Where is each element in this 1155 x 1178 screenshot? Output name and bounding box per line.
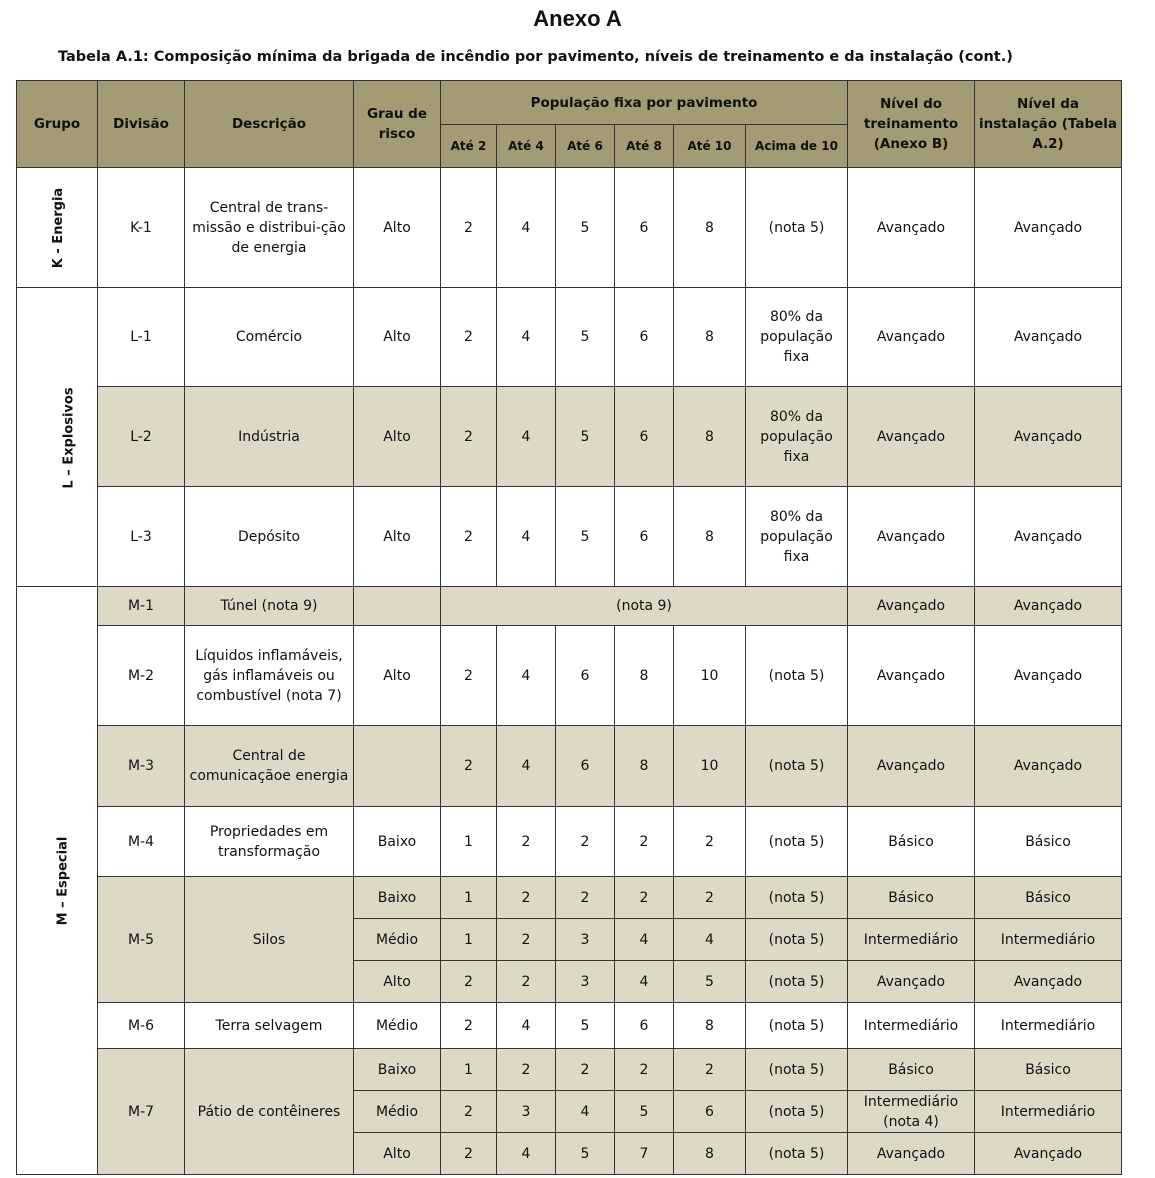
value-cell: 7: [615, 1133, 674, 1175]
division-cell: M-3: [98, 726, 185, 807]
value-cell: 4: [615, 961, 674, 1003]
value-cell: 2: [441, 1091, 497, 1133]
value-cell: 2: [615, 807, 674, 877]
group-m-cell: [17, 587, 98, 1175]
installation-cell: Básico: [975, 877, 1122, 919]
training-cell: Avançado: [848, 626, 975, 726]
training-cell: Básico: [848, 1049, 975, 1091]
value-cell: 4: [556, 1091, 615, 1133]
installation-cell: Avançado: [975, 387, 1122, 487]
group-label: K - Energia: [51, 187, 67, 269]
value-cell: 5: [556, 168, 615, 288]
value-cell: 2: [556, 807, 615, 877]
value-cell: 8: [674, 1133, 746, 1175]
value-cell: 6: [615, 288, 674, 387]
value-cell: 5: [556, 1003, 615, 1049]
value-cell: 4: [497, 1133, 556, 1175]
group-l-cell: [17, 288, 98, 587]
description-cell: Terra selvagem: [185, 1003, 354, 1049]
training-cell: Avançado: [848, 1133, 975, 1175]
description-cell: Líquidos inflamáveis, gás inflamáveis ou combustível (nota 7): [185, 626, 354, 726]
value-cell: 8: [615, 626, 674, 726]
value-cell: (nota 5): [746, 807, 848, 877]
value-cell: 4: [497, 726, 556, 807]
division-cell: K-1: [98, 168, 185, 288]
installation-cell: Avançado: [975, 168, 1122, 288]
training-cell: Avançado: [848, 288, 975, 387]
description-cell: Propriedades em transformação: [185, 807, 354, 877]
risk-cell: Médio: [354, 1003, 441, 1049]
table-row: [17, 387, 1122, 487]
value-cell: (nota 5): [746, 1003, 848, 1049]
division-cell: M-6: [98, 1003, 185, 1049]
value-cell: 1: [441, 877, 497, 919]
value-cell: 6: [615, 168, 674, 288]
value-cell: 4: [497, 487, 556, 587]
value-cell: (nota 5): [746, 726, 848, 807]
training-cell: Avançado: [848, 587, 975, 626]
value-cell: 1: [441, 1049, 497, 1091]
division-cell: M-2: [98, 626, 185, 726]
value-cell: 3: [556, 961, 615, 1003]
table-row: [17, 168, 1122, 288]
value-cell: 8: [674, 1003, 746, 1049]
installation-cell: Básico: [975, 1049, 1122, 1091]
division-cell: M-7: [98, 1049, 185, 1175]
training-cell: Intermediário: [848, 1003, 975, 1049]
header-ate4: Até 4: [497, 125, 556, 168]
value-cell: 3: [497, 1091, 556, 1133]
risk-cell: Baixo: [354, 877, 441, 919]
training-cell: Avançado: [848, 387, 975, 487]
training-cell: Básico: [848, 807, 975, 877]
header-populacao: População fixa por pavimento: [441, 81, 848, 125]
value-cell: 6: [615, 387, 674, 487]
value-cell: 2: [441, 387, 497, 487]
value-cell: 8: [674, 487, 746, 587]
division-cell: L-1: [98, 288, 185, 387]
value-cell: (nota 5): [746, 168, 848, 288]
division-cell: M-4: [98, 807, 185, 877]
brigade-table: [16, 80, 1122, 1175]
group-label: L – Explosivos: [61, 386, 77, 489]
description-cell: Comércio: [185, 288, 354, 387]
value-cell: 2: [497, 1049, 556, 1091]
value-cell: 4: [674, 919, 746, 961]
value-cell: 2: [497, 961, 556, 1003]
value-cell: 80% da população fixa: [746, 387, 848, 487]
installation-cell: Intermediário: [975, 919, 1122, 961]
header-ate10: Até 10: [674, 125, 746, 168]
value-cell: 2: [674, 807, 746, 877]
table-row: [17, 807, 1122, 877]
value-cell: (nota 5): [746, 877, 848, 919]
risk-cell: Alto: [354, 487, 441, 587]
value-cell: (nota 5): [746, 1133, 848, 1175]
installation-cell: Avançado: [975, 961, 1122, 1003]
risk-cell: [354, 587, 441, 626]
value-cell: 2: [556, 1049, 615, 1091]
value-cell: (nota 5): [746, 1049, 848, 1091]
value-cell: 2: [556, 877, 615, 919]
description-cell: Silos: [185, 877, 354, 1003]
training-cell: Básico: [848, 877, 975, 919]
value-cell: 1: [441, 919, 497, 961]
page-title: Anexo A: [533, 6, 622, 31]
table-row: [17, 726, 1122, 807]
installation-cell: Avançado: [975, 626, 1122, 726]
description-cell: Indústria: [185, 387, 354, 487]
value-cell: 6: [674, 1091, 746, 1133]
value-cell: 2: [441, 168, 497, 288]
risk-cell: Alto: [354, 961, 441, 1003]
installation-cell: Avançado: [975, 1133, 1122, 1175]
value-cell: 5: [615, 1091, 674, 1133]
division-cell: M-1: [98, 587, 185, 626]
risk-cell: Alto: [354, 168, 441, 288]
value-cell: 5: [556, 1133, 615, 1175]
value-cell: 2: [441, 626, 497, 726]
risk-cell: Médio: [354, 1091, 441, 1133]
division-cell: L-3: [98, 487, 185, 587]
value-cell: 80% da população fixa: [746, 288, 848, 387]
risk-cell: Alto: [354, 288, 441, 387]
risk-cell: Alto: [354, 626, 441, 726]
table-row: [17, 587, 1122, 626]
header-grau: Grau de risco: [354, 81, 441, 168]
value-cell: 2: [497, 877, 556, 919]
description-cell: Túnel (nota 9): [185, 587, 354, 626]
value-cell: 5: [556, 288, 615, 387]
value-cell: 2: [441, 487, 497, 587]
value-cell: 10: [674, 726, 746, 807]
training-cell: Avançado: [848, 961, 975, 1003]
description-cell: Central de comunicaçãoe energia: [185, 726, 354, 807]
description-cell: Depósito: [185, 487, 354, 587]
note-span-cell: (nota 9): [441, 587, 848, 626]
value-cell: 2: [615, 877, 674, 919]
value-cell: (nota 5): [746, 626, 848, 726]
installation-cell: Avançado: [975, 587, 1122, 626]
value-cell: 2: [441, 288, 497, 387]
value-cell: 4: [497, 168, 556, 288]
header-divisao: Divisão: [98, 81, 185, 168]
header-nivel-treinamento: Nível do treinamento (Anexo B): [848, 81, 975, 168]
header-descricao: Descrição: [185, 81, 354, 168]
division-cell: M-5: [98, 877, 185, 1003]
table-row: [17, 1003, 1122, 1049]
value-cell: 6: [556, 626, 615, 726]
installation-cell: Avançado: [975, 726, 1122, 807]
risk-cell: Baixo: [354, 1049, 441, 1091]
value-cell: 2: [674, 1049, 746, 1091]
training-cell: Avançado: [848, 168, 975, 288]
risk-cell: Baixo: [354, 807, 441, 877]
value-cell: 4: [497, 387, 556, 487]
installation-cell: Intermediário: [975, 1003, 1122, 1049]
value-cell: 2: [441, 726, 497, 807]
risk-cell: Médio: [354, 919, 441, 961]
value-cell: 8: [674, 288, 746, 387]
installation-cell: Avançado: [975, 288, 1122, 387]
header-ate8: Até 8: [615, 125, 674, 168]
training-cell: Intermediário (nota 4): [848, 1091, 975, 1133]
value-cell: 80% da população fixa: [746, 487, 848, 587]
header-ate6: Até 6: [556, 125, 615, 168]
value-cell: 2: [441, 961, 497, 1003]
description-cell: Pátio de contêineres: [185, 1049, 354, 1175]
value-cell: 5: [556, 387, 615, 487]
value-cell: 6: [615, 487, 674, 587]
value-cell: 2: [497, 807, 556, 877]
value-cell: 6: [615, 1003, 674, 1049]
header-nivel-instalacao: Nível da instalação (Tabela A.2): [975, 81, 1122, 168]
value-cell: 2: [674, 877, 746, 919]
value-cell: 5: [556, 487, 615, 587]
value-cell: (nota 5): [746, 1091, 848, 1133]
value-cell: 2: [615, 1049, 674, 1091]
description-cell: Central de trans-missão e distribui-ção de energia: [185, 168, 354, 288]
value-cell: 4: [615, 919, 674, 961]
division-cell: L-2: [98, 387, 185, 487]
value-cell: 6: [556, 726, 615, 807]
risk-cell: Alto: [354, 387, 441, 487]
installation-cell: Básico: [975, 807, 1122, 877]
table-caption: Tabela A.1: Composição mínima da brigada de incêndio por pavimento, níveis de treinamento e da instalação (cont.): [58, 49, 1013, 65]
risk-cell: [354, 726, 441, 807]
group-label: M – Especial: [55, 836, 71, 926]
training-cell: Avançado: [848, 726, 975, 807]
installation-cell: Intermediário: [975, 1091, 1122, 1133]
value-cell: (nota 5): [746, 961, 848, 1003]
header-ate2: Até 2: [441, 125, 497, 168]
table-row: [17, 288, 1122, 387]
training-cell: Avançado: [848, 487, 975, 587]
header-acima10: Acima de 10: [746, 125, 848, 168]
value-cell: 4: [497, 626, 556, 726]
value-cell: 1: [441, 807, 497, 877]
group-k-cell: [17, 168, 98, 288]
value-cell: 3: [556, 919, 615, 961]
value-cell: 8: [674, 168, 746, 288]
table-row: [17, 487, 1122, 587]
installation-cell: Avançado: [975, 487, 1122, 587]
value-cell: 2: [497, 919, 556, 961]
value-cell: 4: [497, 1003, 556, 1049]
value-cell: (nota 5): [746, 919, 848, 961]
value-cell: 10: [674, 626, 746, 726]
table-row: [17, 1049, 1122, 1091]
value-cell: 5: [674, 961, 746, 1003]
value-cell: 8: [674, 387, 746, 487]
value-cell: 8: [615, 726, 674, 807]
value-cell: 4: [497, 288, 556, 387]
table-row: [17, 626, 1122, 726]
header-grupo: Grupo: [17, 81, 98, 168]
value-cell: 2: [441, 1003, 497, 1049]
risk-cell: Alto: [354, 1133, 441, 1175]
value-cell: 2: [441, 1133, 497, 1175]
table-row: [17, 877, 1122, 919]
training-cell: Intermediário: [848, 919, 975, 961]
